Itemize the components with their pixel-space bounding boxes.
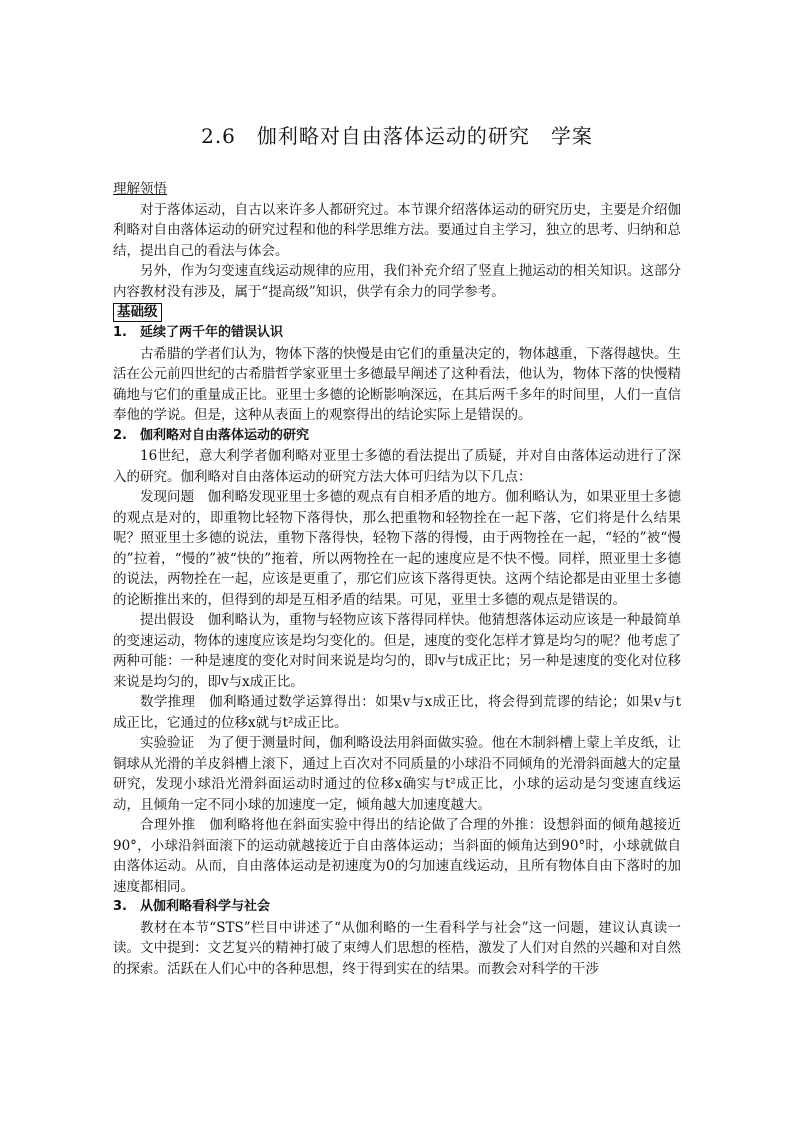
section-label-understanding: 理解领悟 (113, 181, 167, 197)
body-paragraph: 16世纪，意大利学者伽利略对亚里士多德的看法提出了质疑，并对自由落体运动进行了深入的研究。伽利略对自由落体运动的研究方法大体可归结为以下几点： (113, 448, 681, 485)
document-body (113, 179, 681, 979)
page-title: 2.6 伽利略对自由落体运动的研究 学案 (201, 124, 593, 148)
section-heading (113, 323, 681, 344)
section-number: 1. (113, 325, 127, 340)
body-paragraph: 古希腊的学者们认为，物体下落的快慢是由它们的重量决定的，物体越重，下落得越快。生活在公元前四世纪的古希腊哲学家亚里士多德最早阐述了这种看法，他认为，物体下落的快慢精确地与它们的重量成正比。亚里士多德的论断影响深远，在其后两千多年的时间里，人们一直信奉他的学说。但是，这种从表面上的观察得出的结论实际上是错误的。 (113, 345, 681, 423)
body-paragraph: 发现问题 伽利略发现亚里士多德的观点有自相矛盾的地方。伽利略认为，如果亚里士多德的观点是对的，即重物比轻物下落得快，那么把重物和轻物拴在一起下落，它们将是什么结果呢？照亚里士多德的说法，重物下落得快，轻物下落的得慢，由于两物拴在一起，“轻的”被“慢的”拉着，“慢的”被“快的”拖着，所以两物拴在一起的速度应是不快不慢。同样，照亚里士多德的说法，两物拴在一起，应该是更重了，那它们应该下落得更快。这两个结论都是由亚里士多德的论断推出来的，但得到的却是互相矛盾的结果。可见，亚里士多德的观点是错误的。 (113, 489, 681, 608)
body-paragraph: 实验验证 为了便于测量时间，伽利略设法用斜面做实验。他在木制斜槽上蒙上羊皮纸，让铜球从光滑的羊皮斜槽上滚下，通过上百次对不同质量的小球沿不同倾角的光滑斜面越大的定量研究，发现小球沿光滑斜面运动时通过的位移x确实与t²成正比，小球的运动是匀变速直线运动，且倾角一定不同小球的加速度一定，倾角越大加速度越大。 (113, 735, 681, 813)
section-heading-text: 延续了两千年的错误认识 (140, 325, 284, 340)
section-heading (113, 426, 681, 447)
section-heading-text: 从伽利略看科学与社会 (140, 899, 271, 914)
section-number: 3. (113, 899, 127, 914)
body-paragraph: 教材在本节“STS”栏目中讲述了“从伽利略的一生看科学与社会”这一问题，建议认真读一读。文中提到：文艺复兴的精神打破了束缚人们思想的桎梏，激发了人们对自然的兴趣和对自然的探索。活跃在人们心中的各种思想，终于得到实在的结果。而教会对科学的干涉 (113, 919, 681, 977)
section-heading (113, 897, 681, 918)
section-number: 2. (113, 427, 127, 443)
section-heading-text: 伽利略对自由落体运动的研究 (140, 427, 310, 443)
body-paragraph: 合理外推 伽利略将他在斜面实验中得出的结论做了合理的外推：设想斜面的倾角越接近90°，小球沿斜面滚下的运动就越接近于自由落体运动；当斜面的倾角达到90°时，小球就做自由落体运动。从而，自由落体运动是初速度为0的匀加速直线运动，且所有物体自由下落时的加速度都相同。 (113, 817, 681, 895)
intro-paragraph: 另外，作为匀变速直线运动规律的应用，我们补充介绍了竖直上抛运动的相关知识。这部分内容教材没有涉及，属于“提高级”知识，供学有余力的同学参考。 (113, 263, 681, 300)
body-paragraph: 提出假设 伽利略认为，重物与轻物应该下落得同样快。他猜想落体运动应该是一种最简单的变速运动，物体的速度应该是均匀变化的。但是，速度的变化怎样才算是均匀的呢？他考虑了两种可能：一种是速度的变化对时间来说是均匀的，即v与t成正比；另一种是速度的变化对位移来说是均匀的，即v与x成正比。 (113, 612, 681, 690)
intro-paragraph: 对于落体运动，自古以来许多人都研究过。本节课介绍落体运动的研究历史，主要是介绍伽利略对自由落体运动的研究过程和他的科学思维方法。要通过自主学习，独立的思考、归纳和总结，提出自己的看法与体会。 (113, 201, 681, 259)
basic-level-label: 基础级 (113, 303, 162, 322)
body-paragraph: 数学推理 伽利略通过数学运算得出：如果v与x成正比，将会得到荒谬的结论；如果v与t成正比，它通过的位移x就与t²成正比。 (113, 694, 681, 731)
